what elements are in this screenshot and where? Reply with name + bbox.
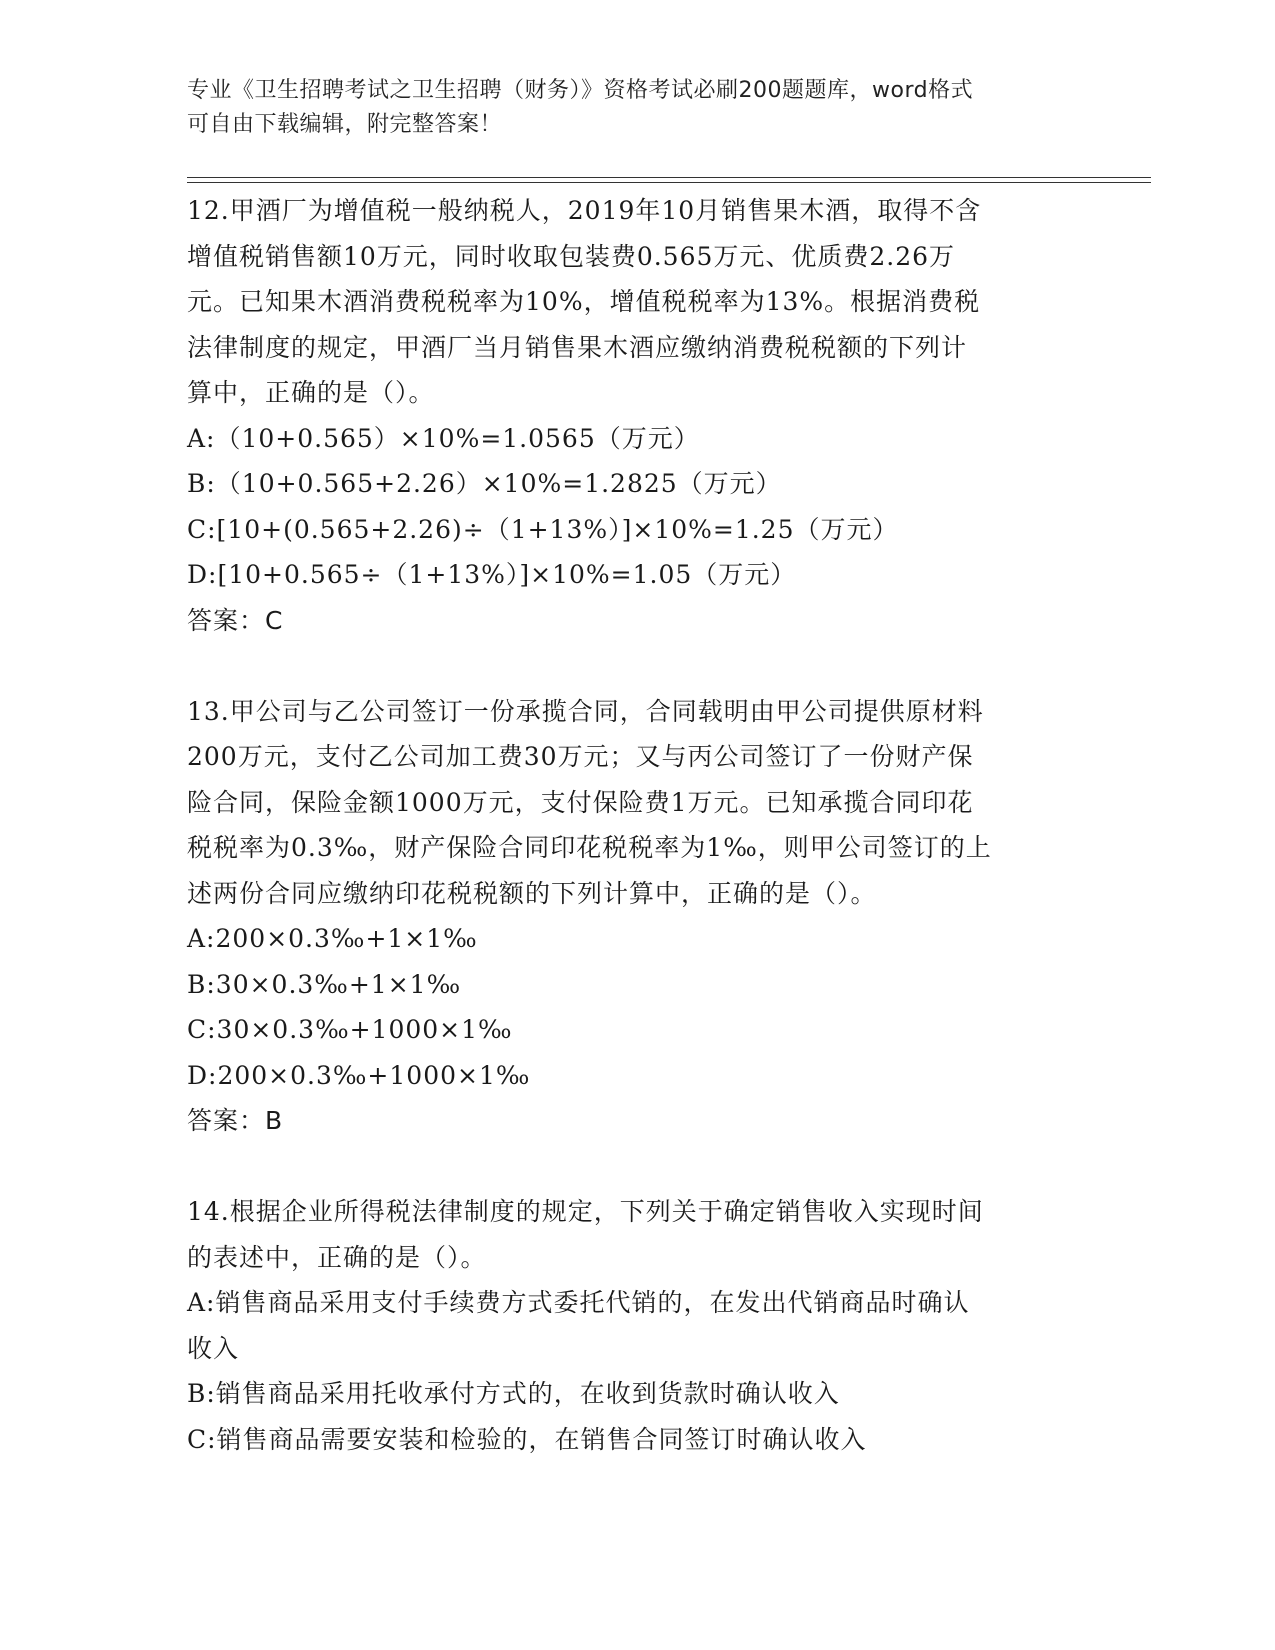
answer-label: 答案：B (187, 1106, 284, 1135)
question-spacer (187, 1144, 1087, 1190)
option-c: C:销售商品需要安装和检验的，在销售合同签订时确认收入 (187, 1424, 867, 1454)
option-d: D:200×0.3‰+1000×1‰ (187, 1060, 531, 1090)
question-stem-line: 增值税销售额10万元，同时收取包装费0.565万元、优质费2.26万 (187, 241, 956, 271)
header-rule-top (187, 177, 1151, 178)
question-13 (187, 689, 1087, 1144)
question-stem-line: 12.甲酒厂为增值税一般纳税人，2019年10月销售果木酒，取得不含 (187, 196, 982, 225)
question-stem-line: 法律制度的规定，甲酒厂当月销售果木酒应缴纳消费税税额的下列计 (187, 332, 968, 362)
question-stem-line: 元。已知果木酒消费税税率为10%，增值税税率为13%。根据消费税 (187, 287, 981, 316)
question-list (187, 188, 1087, 1462)
header-line: 可自由下载编辑，附完整答案！ (187, 112, 503, 137)
header-rule-bottom (187, 182, 1151, 183)
header-line: 专业《卫生招聘考试之卫生招聘（财务）》资格考试必刷200题题库，word格式 (187, 78, 974, 103)
option-b: B:销售商品采用托收承付方式的，在收到货款时确认收入 (187, 1379, 840, 1408)
option-c: C:[10+(0.565+2.26)÷（1+13%）]×10%=1.25（万元） (187, 514, 899, 544)
answer-label: 答案：C (187, 605, 284, 635)
question-spacer (187, 643, 1087, 689)
question-stem-line: 200万元，支付乙公司加工费30万元；又与丙公司签订了一份财产保 (187, 742, 974, 771)
option-c: C:30×0.3‰+1000×1‰ (187, 1015, 513, 1044)
question-stem-line: 的表述中，正确的是（）。 (187, 1242, 487, 1272)
option-b: B:30×0.3‰+1×1‰ (187, 969, 462, 999)
question-stem-line: 险合同，保险金额1000万元，支付保险费1万元。已知承揽合同印花 (187, 787, 974, 817)
option-a: A:200×0.3‰+1×1‰ (187, 924, 478, 953)
option-a: A:销售商品采用支付手续费方式委托代销的，在发出代销商品时确认 (187, 1288, 970, 1317)
question-stem-line: 13.甲公司与乙公司签订一份承揽合同，合同载明由甲公司提供原材料 (187, 696, 984, 726)
question-stem-line: 税税率为0.3‰，财产保险合同印花税税率为1‰，则甲公司签订的上 (187, 833, 992, 862)
question-12 (187, 188, 1087, 643)
question-14 (187, 1189, 1087, 1462)
question-stem-line: 算中，正确的是（）。 (187, 378, 435, 407)
option-d: D:[10+0.565÷（1+13%）]×10%=1.05（万元） (187, 560, 797, 589)
option-b: B:（10+0.565+2.26）×10%=1.2825（万元） (187, 469, 782, 498)
question-stem-line: 14.根据企业所得税法律制度的规定，下列关于确定销售收入实现时间 (187, 1197, 984, 1226)
option-a-continued: 收入 (187, 1333, 240, 1363)
option-a: A:（10+0.565）×10%=1.0565（万元） (187, 423, 700, 453)
document-header (187, 74, 1087, 142)
question-stem-line: 述两份合同应缴纳印花税税额的下列计算中，正确的是（）。 (187, 878, 877, 908)
